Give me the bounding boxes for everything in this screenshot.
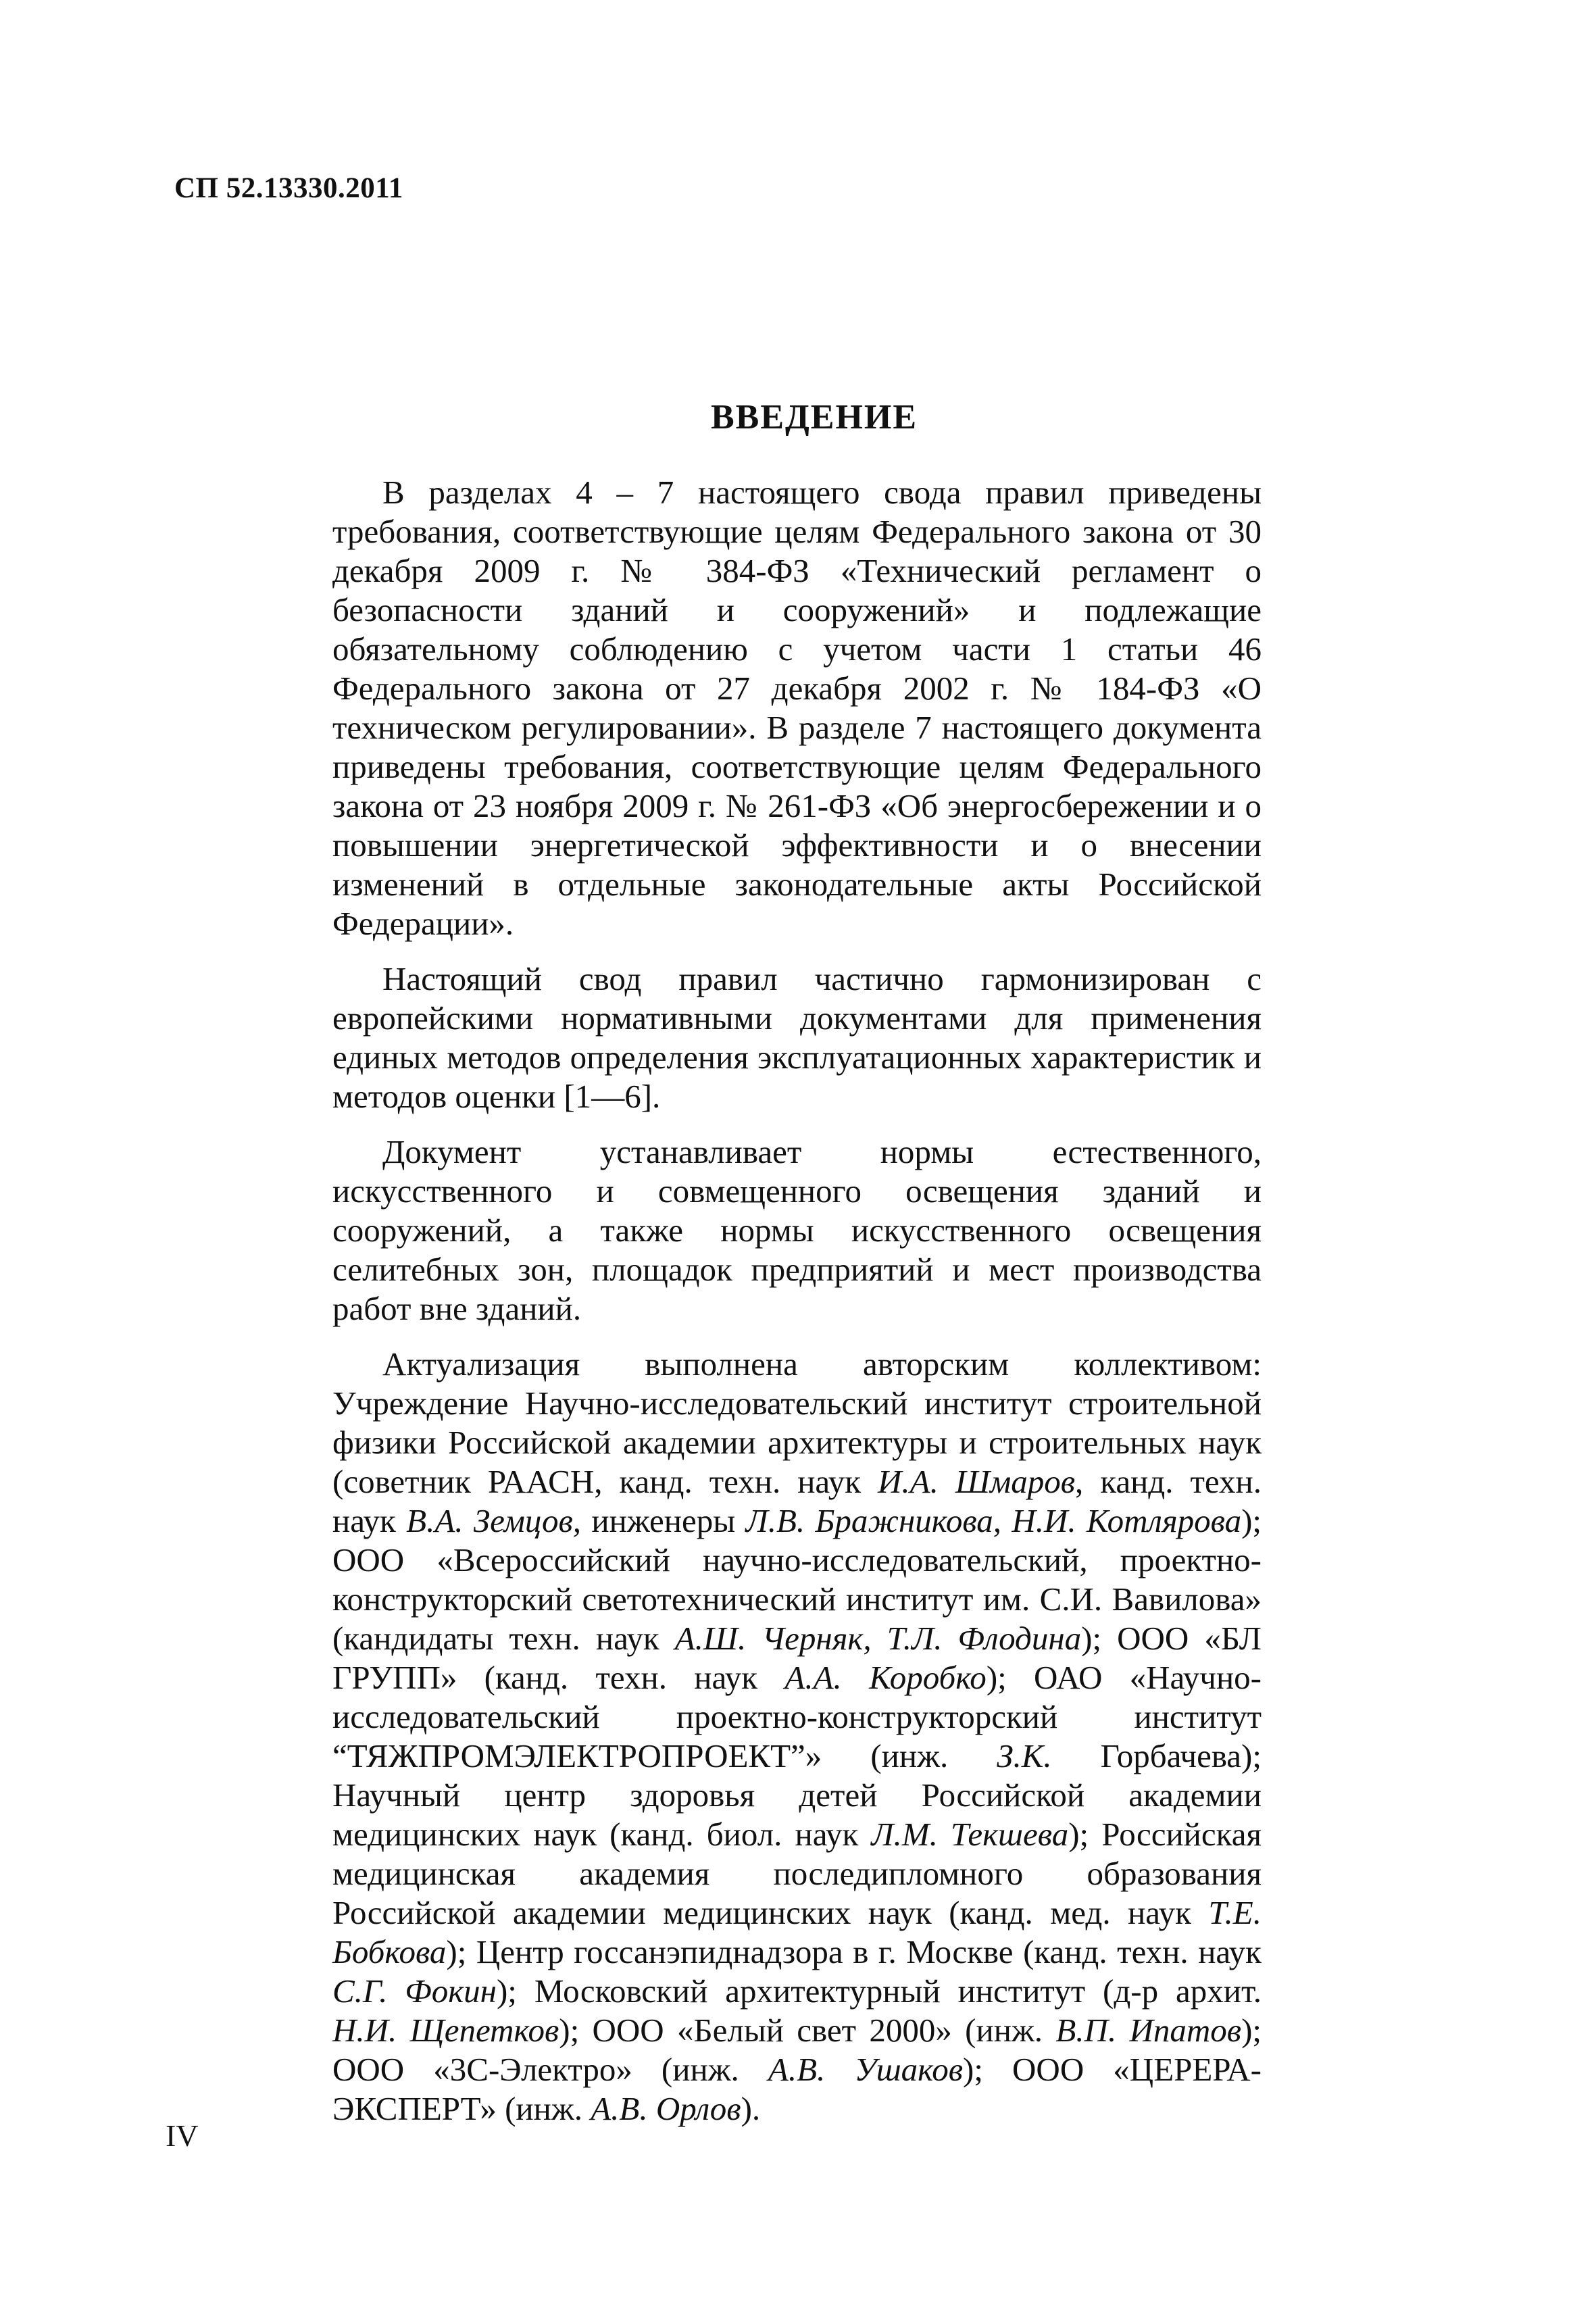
author-name: Л.В. Бражникова, Н.И. Котлярова bbox=[745, 1502, 1242, 1539]
author-name: Т.Е. Бобкова bbox=[332, 1894, 1262, 1970]
paragraph-requirements: В разделах 4 – 7 настоящего свода правил приведены требования, соответствующие целям Федерального закона от 30 декабря 2009 г. № 384-ФЗ «Технический регламент о безопасности зданий и сооружений» и подлежащие обязательному соблюдению с учетом части 1 статьи 46 Федерального закона от 27 декабря 2002 г. № 184-ФЗ «О техническом регулировании». В разделе 7 настоящего документа приведены требования, соответствующие целям Федерального закона от 23 ноября 2009 г. № 261-ФЗ «Об энергосбережении и о повышении энергетической эффективности и о внесении изменений в отдельные законодательные акты Российской Федерации». bbox=[332, 474, 1262, 942]
paragraph-harmonization: Настоящий свод правил частично гармонизирован с европейскими нормативными документами для применения единых методов определения эксплуатационных характеристик и методов оценки [1—6]. bbox=[332, 960, 1262, 1115]
author-name: Л.М. Текшева bbox=[871, 1816, 1069, 1853]
text-segment: , канд. техн. наук bbox=[332, 1463, 1262, 1539]
text-segment: ); ООО «ЦЕРЕРА-ЭКСПЕРТ» (инж. bbox=[332, 2051, 1262, 2127]
author-name: Н.И. Щепетков bbox=[332, 2012, 559, 2049]
body-text bbox=[332, 473, 1262, 2145]
text-segment: Актуализация выполнена авторским коллективом: Учреждение Научно-исследовательский институт строительной физики Российской академии архитектуры и строительных наук (советник РААСН, канд. техн. наук bbox=[332, 1345, 1262, 1500]
section-title: ВВЕДЕНИЕ bbox=[710, 398, 918, 437]
author-name: А.В. Орлов bbox=[591, 2090, 741, 2127]
author-name: С.Г. Фокин bbox=[332, 1972, 497, 2010]
author-name: В.П. Ипатов bbox=[1055, 2012, 1242, 2049]
text-segment: ). bbox=[741, 2090, 761, 2127]
text-segment: ); ООО «БЛ ГРУПП» (канд. техн. наук bbox=[332, 1620, 1262, 1696]
text-segment: ); ООО «Белый свет 2000» (инж. bbox=[559, 2012, 1056, 2049]
author-name: А.Ш. Черняк, Т.Л. Флодина bbox=[674, 1620, 1082, 1657]
paragraph-scope: Документ устанавливает нормы естественного, искусственного и совмещенного освещения зданий и сооружений, а также нормы искусственного освещения селитебных зон, площадок предприятий и мест производства работ вне зданий. bbox=[332, 1133, 1262, 1327]
author-name: И.А. Шмаров bbox=[878, 1463, 1075, 1500]
author-name: В.А. Земцов, bbox=[406, 1502, 582, 1539]
text-segment: ); ОАО «Научно-исследовательский проектно-конструкторский институт “ТЯЖПРОМЭЛЕКТРОПРОЕКТ”» (инж. bbox=[332, 1659, 1262, 1774]
text-segment: ); Московский архитектурный институт (д-р архит. bbox=[496, 1972, 1262, 2010]
page-number: IV bbox=[166, 2118, 199, 2153]
author-name: А.В. Ушаков bbox=[768, 2051, 964, 2088]
author-name: З.К. bbox=[997, 1737, 1052, 1774]
text-segment: Горбачева); Научный центр здоровья детей Российской академии медицинских наук (канд. биол. наук bbox=[332, 1737, 1262, 1853]
paragraph-authors bbox=[332, 1345, 1262, 2129]
document-code: СП 52.13330.2011 bbox=[174, 172, 403, 204]
author-name: А.А. Коробко bbox=[784, 1659, 987, 1696]
text-segment: инженеры bbox=[581, 1502, 746, 1539]
text-segment: ); ООО «Всероссийский научно-исследовательский, проектно-конструкторский светотехнический институт им. С.И. Вавилова» (кандидаты техн. наук bbox=[332, 1502, 1262, 1657]
text-segment: ); ООО «3С-Электро» (инж. bbox=[332, 2012, 1262, 2088]
text-segment: ); Центр госсанэпиднадзора в г. Москве (канд. техн. наук bbox=[446, 1933, 1262, 1970]
text-segment: ); Российская медицинская академия последипломного образования Российской академии медицинских наук (канд. мед. наук bbox=[332, 1816, 1262, 1931]
